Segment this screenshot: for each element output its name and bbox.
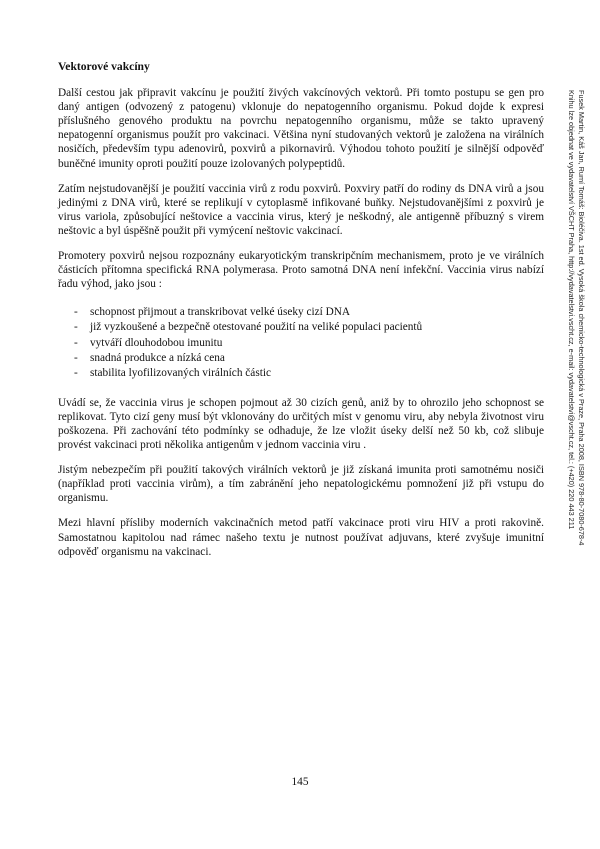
advantages-list: [58, 305, 544, 379]
citation-line: Fusek Martin, Káš Jan, Rumí Tomáš: Bioléčiva. 1st ed. Vysoká škola chemicko-technologická v Praze, Praha 2008, ISBN 978-80-7080-678-4: [577, 90, 586, 546]
bullet-dash: -: [74, 306, 78, 319]
list-item-text: vytváří dlouhodobou imunitu: [90, 336, 223, 349]
bullet-dash: -: [74, 336, 78, 349]
paragraph-capacity: Uvádí se, že vaccinia virus je schopen pojmout až 30 cizích genů, aniž by to ohrozilo jeho schopnost se replikovat. Tyto cizí geny musí být vklonovány do určitých míst v genomu viru, aby nebyla životnost viru poškozena. Při zachování této podmínky se odhaduje, že lze vložit úseky delší než 50 kb, což slibuje provést vakcinaci proti několika antigenům v jednom vaccinia viru .: [58, 396, 544, 452]
list-item: [58, 336, 544, 350]
paragraph-outlook: Mezi hlavní přísliby moderních vakcinačních metod patří vakcinace proti viru HIV a proti rakovině. Samostatnou kapitolou nad rámec našeho textu je nutnost používat adjuvans, které zvyšuje imunitní odpověď organismu na vakcinaci.: [58, 517, 544, 558]
side-citation-text: [566, 90, 586, 585]
bullet-dash: -: [74, 321, 78, 334]
order-info-line: Knihu lze objednat ve vydavatelství VŠCHT Praha, http://vydavatelstvi.vscht.cz, e-mail: vydavatelstvi@vscht.cz, tel.: (+420) 220 443 211: [567, 90, 576, 530]
list-item-text: stabilita lyofilizovaných virálních částic: [90, 366, 272, 379]
side-citation: [546, 90, 586, 585]
paragraph-promoters: Promotery poxvirů nejsou rozpoznány eukaryotickým transkripčním mechanismem, proto je ve virálních částicích přítomna specifická RNA polymerasa. Proto samotná DNA není infekční. Vaccinia virus nabízí řadu výhod, jako jsou :: [58, 250, 544, 291]
paragraph-risk: Jistým nebezpečím při použití takových virálních vektorů je již získaná imunita proti samotnému nosiči (například proti vaccinia virům), a tím zabránění jeho nepatologickému pomnožení již při vstupu do organismu.: [58, 464, 544, 505]
list-item: [58, 351, 544, 365]
list-item-text: snadná produkce a nízká cena: [90, 351, 225, 364]
list-item: [58, 366, 544, 380]
list-item: [58, 305, 544, 319]
paragraph-vaccinia: Zatím nejstudovanější je použití vaccinia virů z rodu poxvirů. Poxviry patří do rodiny ds DNA virů a jsou jedinými z DNA virů, které se replikují v cytoplasmě infikované buňky. Nejstudovanějšími z poxvirů je virus variola, způsobující neštovice a vaccinia virus, který je neškodný, ale antigenně příbuzný s virem neštovic a byl úspěšně použit při vymýcení neštovic vakcinací.: [58, 182, 544, 237]
bullet-dash: -: [74, 366, 78, 379]
list-item: [58, 320, 544, 334]
page-content: [58, 60, 544, 570]
list-item-text: schopnost přijmout a transkribovat velké úseky cizí DNA: [90, 306, 351, 319]
paragraph-intro: Další cestou jak připravit vakcínu je použití živých vakcínových vektorů. Při tomto postupu se gen pro daný antigen (odvozený z patogenu) vklonuje do nepatogenního organismu. Pokud dojde k expresi příslušného genového produktu na povrchu nepatogenního organismu, může se takto upravený nepatogenní organismus použít pro vakcinaci. Většina nyní studovaných vektorů je založena na virálních nosičích, především typu adenovirů, poxvirů a pikornavirů. Výhodou tohoto použití je silnější odpověď buněčné imunity oproti použití pouze izolovaných polypeptidů.: [58, 87, 544, 170]
page-number: 145: [291, 776, 309, 788]
list-item-text: již vyzkoušené a bezpečně otestované použití na veliké populaci pacientů: [90, 321, 423, 334]
section-heading: Vektorové vakcíny: [58, 60, 150, 73]
bullet-dash: -: [74, 351, 78, 364]
